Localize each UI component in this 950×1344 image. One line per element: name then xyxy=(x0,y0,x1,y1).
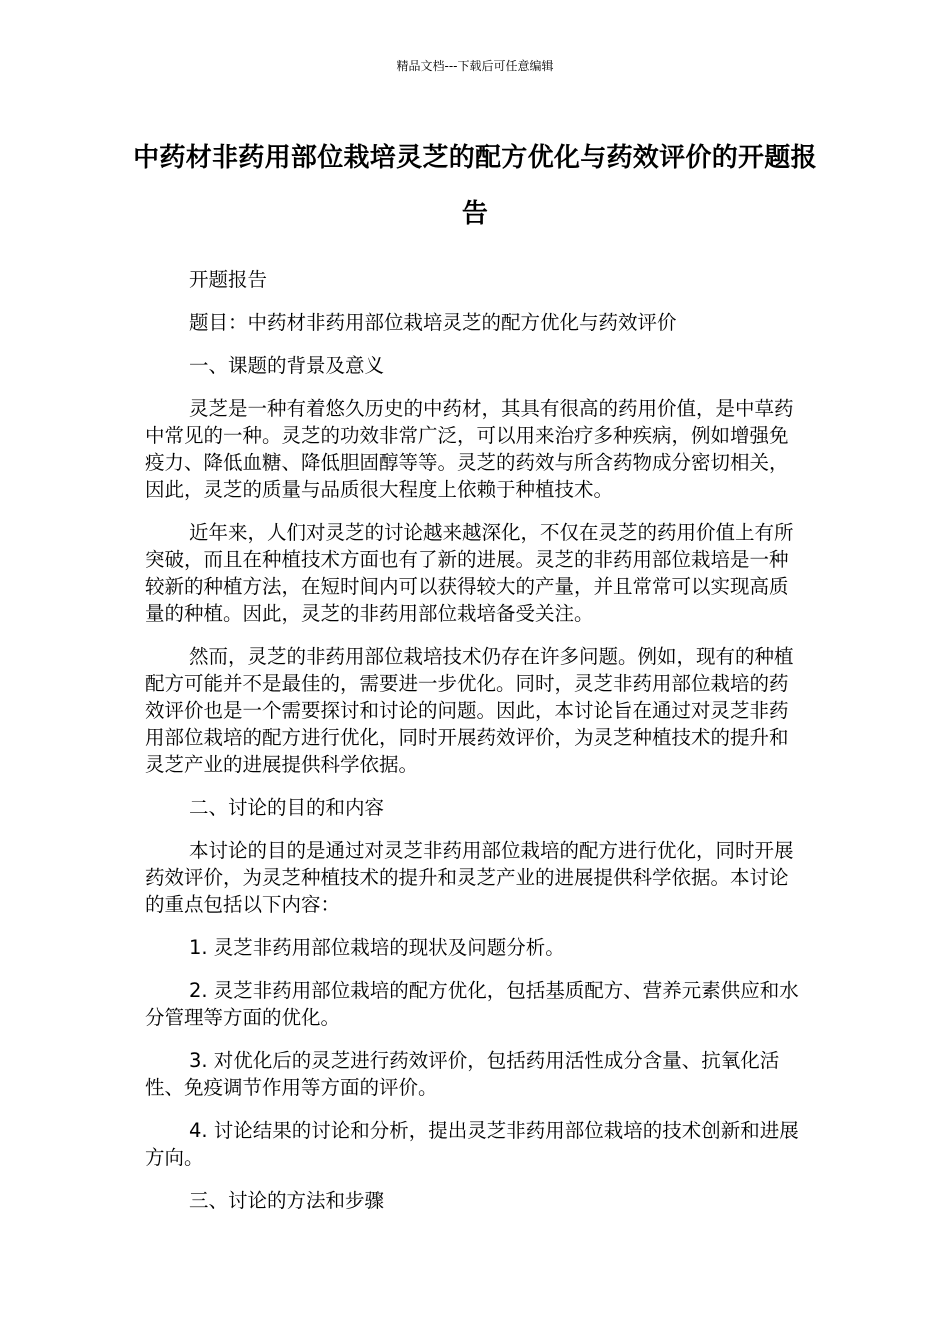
document-title: 中药材非药用部位栽培灵芝的配方优化与药效评价的开题报告 xyxy=(133,143,817,229)
section-heading: 一、课题的背景及意义 xyxy=(189,354,385,377)
paragraph: 题目：中药材非药用部位栽培灵芝的配方优化与药效评价 xyxy=(189,311,677,334)
paragraph: 然而，灵芝的非药用部位栽培技术仍存在许多问题。例如，现有的种植配方可能并不是最佳的，需要进一步优化。同时，灵芝非药用部位栽培的药效评价也是一个需要探讨和讨论的问题。因此，本讨论旨在通过对灵芝非药用部位栽培的配方进行优化，同时开展药效评价，为灵芝种植技术的提升和灵芝产业的进展提供科学依据。 xyxy=(145,645,794,776)
section-heading: 二、讨论的目的和内容 xyxy=(189,796,385,819)
list-item: 3. 对优化后的灵芝进行药效评价，包括药用活性成分含量、抗氧化活性、免疫调节作用等方面的评价。 xyxy=(145,1049,780,1099)
paragraph: 本讨论的目的是通过对灵芝非药用部位栽培的配方进行优化，同时开展药效评价，为灵芝种植技术的提升和灵芝产业的进展提供科学依据。本讨论的重点包括以下内容： xyxy=(145,839,794,916)
list-item: 4. 讨论结果的讨论和分析，提出灵芝非药用部位栽培的技术创新和进展方向。 xyxy=(145,1119,799,1169)
paragraph: 近年来，人们对灵芝的讨论越来越深化，不仅在灵芝的药用价值上有所突破，而且在种植技术方面也有了新的进展。灵芝的非药用部位栽培是一种较新的种植方法，在短时间内可以获得较大的产量，并且常常可以实现高质量的种植。因此，灵芝的非药用部位栽培备受关注。 xyxy=(145,521,794,625)
paragraph: 灵芝是一种有着悠久历史的中药材，其具有很高的药用价值，是中草药中常见的一种。灵芝的功效非常广泛，可以用来治疗多种疾病，例如增强免疫力、降低血糖、降低胆固醇等等。灵芝的药效与所含药物成分密切相关，因此，灵芝的质量与品质很大程度上依赖于种植技术。 xyxy=(145,397,794,501)
list-item: 2. 灵芝非药用部位栽培的配方优化，包括基质配方、营养元素供应和水分管理等方面的优化。 xyxy=(145,979,799,1029)
list-item: 1. 灵芝非药用部位栽培的现状及问题分析。 xyxy=(189,936,565,959)
document-body xyxy=(145,266,805,1230)
page-header: 精品文档---下载后可任意编辑 xyxy=(396,59,554,73)
paragraph: 开题报告 xyxy=(189,268,268,291)
section-heading: 三、讨论的方法和步骤 xyxy=(189,1189,385,1212)
